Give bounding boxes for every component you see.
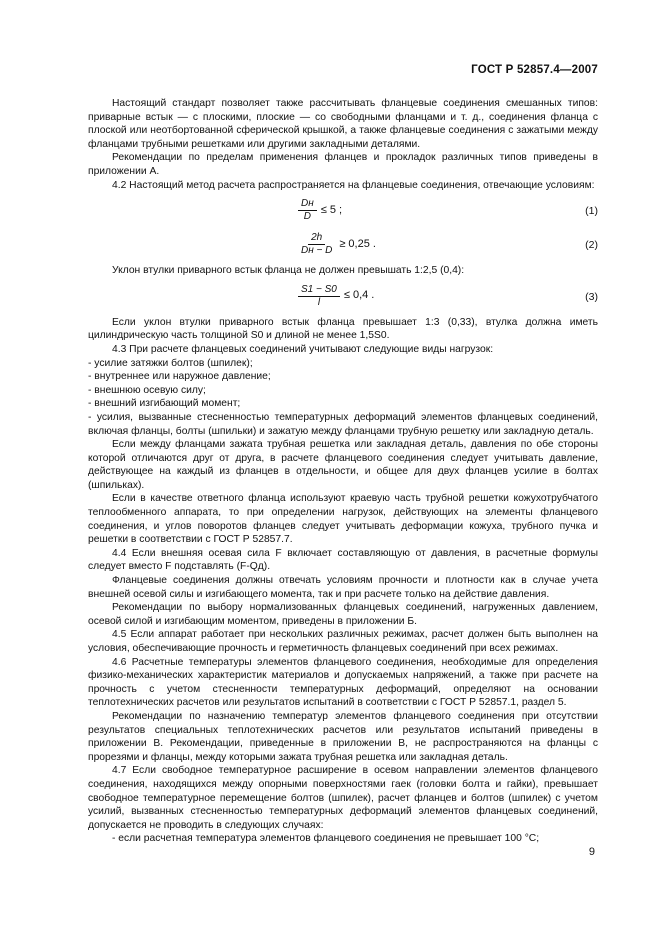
list-item: - если расчетная температура элементов фланцевого соединения не превышает 100 °С; [112, 833, 540, 845]
formula-3-denominator: l [317, 296, 321, 308]
formula-2 [88, 230, 598, 260]
formula-1-number: (1) [585, 205, 598, 218]
formula-2-rhs: ≥ 0,25 . [339, 237, 376, 250]
list-item: - внешний изгибающий момент; [88, 398, 241, 410]
formula-3-number: (3) [585, 290, 598, 303]
list-item: - внешнюю осевую силу; [88, 384, 206, 396]
formula-2-number: (2) [585, 239, 598, 252]
formula-1 [88, 196, 598, 226]
paragraph: 4.2 Настоящий метод расчета распространяется на фланцевые соединения, отвечающие условиям: [112, 179, 595, 191]
paragraph: Если уклон втулки приварного встык фланца превышает 1:3 (0,33), втулка должна иметь цилиндрическую часть толщиной S0 и длиной не менее 1,5S0. [88, 316, 598, 342]
paragraph: Уклон втулки приварного встык фланца не должен превышать 1:2,5 (0,4): [112, 265, 465, 277]
paragraph: 4.3 При расчете фланцевых соединений учитывают следующие виды нагрузок: [112, 343, 494, 355]
formula-1-denominator: D [303, 211, 311, 223]
paragraph: Рекомендации по назначению температур элементов фланцевого соединения при отсутствии результатов специальных теплотехнических расчетов или результатов испытаний приведены в приложении В. Рекомендации, приведенные в приложении В, не распространяются на фланцы с прорезями и фланцы, между которыми зажата трубная решетка или закладная деталь. [88, 710, 598, 763]
paragraph: Рекомендации по выбору нормализованных фланцевых соединений, нагруженных давлением, осевой силой и изгибающим моментом, приведены в приложении Б. [88, 602, 598, 627]
list-item: - внутреннее или наружное давление; [88, 371, 271, 383]
paragraph: Если между фланцами зажата трубная решетка или закладная деталь, давления по обе стороны которой отличаются друг от друга, в расчете фланцевого соединения следует учитывать давление, действующее на каждый из фланцев в отдельности, и общее для двух фланцев усилие в болтах (шпильках). [88, 439, 598, 491]
list-item: - усилия, вызванные стесненностью температурных деформаций элементов фланцевых соединений, включая фланцы, болты (шпильки) и зажатую между фланцами трубную решетку или закладную деталь. [88, 411, 598, 437]
formula-2-denominator: Dн − D [301, 245, 333, 257]
paragraph: Рекомендации по пределам применения фланцев и прокладок различных типов приведены в приложении А. [88, 152, 598, 177]
paragraph: 4.4 Если внешняя осевая сила F включает составляющую от давления, в расчетные формулы следует вместо F подставлять (F-Qд). [88, 547, 598, 573]
formula-2-numerator: 2h [308, 232, 325, 245]
formula-3-numerator: S1 − S0 [298, 284, 340, 297]
formula-3-rhs: ≤ 0,4 . [343, 289, 375, 302]
list-item: - усилие затяжки болтов (шпилек); [88, 357, 253, 369]
paragraph: 4.5 Если аппарат работает при нескольких различных режимах, расчет должен быть выполнен на условия, обеспечивающие прочность и герметичность фланцевых соединений при всех режимах. [88, 629, 598, 654]
paragraph: Настоящий стандарт позволяет также рассчитывать фланцевые соединения смешанных типов: приварные встык — с плоскими, плоские — со свободными фланцами и т. д., соединения фланца с плоской или неотбортованной сферической крышкой, а также фланцевые соединения с зажатыми между фланцами трубными решетками или другими закладными деталями. [88, 98, 598, 150]
paragraph: 4.7 Если свободное температурное расширение в осевом направлении элементов фланцевого соединения, находящихся между опорными поверхностями гаек (головки болта и гайки), превышает свободное температурное перемещение болтов (шпилек), расчет фланцев и болтов (шпилек) с учетом усилий, вызванных стесненностью температурных деформаций элементов фланцевых соединений, допускается не проводить в следующих случаях: [88, 765, 598, 831]
document-body [88, 97, 598, 846]
formula-1-numerator: Dн [298, 198, 317, 211]
paragraph: Фланцевые соединения должны отвечать условиям прочности и плотности как в случае учета внешней осевой силы и изгибающего момента, так и при расчете только на действие давления. [88, 575, 598, 600]
formula-1-rhs: ≤ 5 ; [320, 203, 343, 216]
document-header: ГОСТ Р 52857.4—2007 [471, 64, 598, 76]
paragraph: 4.6 Расчетные температуры элементов фланцевого соединения, необходимые для определения физико-механических характеристик материалов и допускаемых напряжений, а также при расчете на прочность с учетом стесненности температурных деформаций, определяют на основании теплотехнических расчетов или результатов испытаний в соответствии с ГОСТ Р 52857.1, раздел 5. [88, 656, 598, 709]
formula-3 [88, 282, 598, 312]
page-number: 9 [588, 846, 595, 858]
paragraph: Если в качестве ответного фланца используют краевую часть трубной решетки кожухотрубчатого теплообменного аппарата, то при определении нагрузок, действующих на элементы фланцевого соединения, и углов поворотов фланцев следует учитывать деформации кожуха, трубного пучка и решетки в соответствии с ГОСТ Р 52857.7. [88, 493, 598, 546]
